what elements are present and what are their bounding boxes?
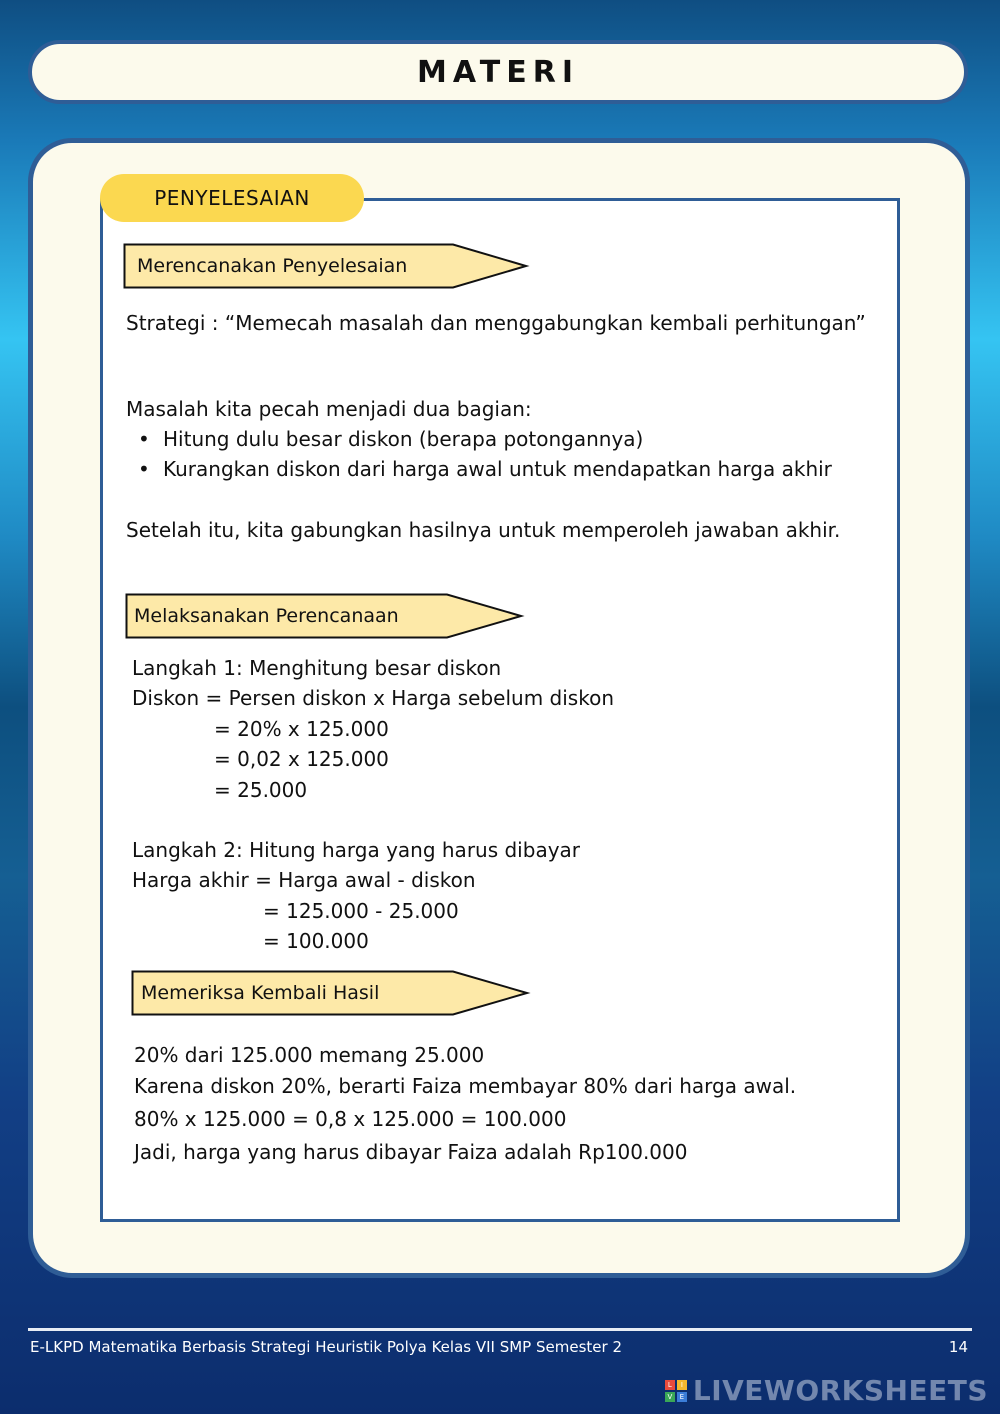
strategy-text: Strategi : “Memecah masalah dan menggabungkan kembali perhitungan”	[126, 311, 866, 335]
tag-memeriksa	[131, 970, 531, 1016]
step2-line: = 125.000 - 25.000	[263, 899, 459, 923]
tag-label: Merencanakan Penyelesaian	[137, 255, 408, 277]
closing-text: Setelah itu, kita gabungkan hasilnya untuk memperoleh jawaban akhir.	[126, 518, 841, 542]
step1-formula: Diskon = Persen diskon x Harga sebelum diskon	[132, 686, 614, 710]
logo-cell: L	[665, 1380, 675, 1390]
footer-divider	[28, 1328, 972, 1331]
logo-cell: V	[665, 1392, 675, 1402]
list-item: • Kurangkan diskon dari harga awal untuk mendapatkan harga akhir	[126, 454, 866, 484]
page-number: 14	[948, 1338, 968, 1356]
check-line: 20% dari 125.000 memang 25.000	[134, 1043, 485, 1067]
step1-line: = 25.000	[214, 778, 308, 802]
section-badge: PENYELESAIAN	[100, 174, 364, 222]
check-line: 80% x 125.000 = 0,8 x 125.000 = 100.000	[134, 1107, 567, 1131]
step2-title: Langkah 2: Hitung harga yang harus dibayar	[132, 838, 581, 862]
logo-cell: I	[677, 1380, 687, 1390]
check-line: Karena diskon 20%, berarti Faiza membayar 80% dari harga awal.	[134, 1074, 797, 1098]
logo-cell: E	[677, 1392, 687, 1402]
step2-line: = 100.000	[263, 929, 369, 953]
step1-title: Langkah 1: Menghitung besar diskon	[132, 656, 502, 680]
page-title: MATERI	[417, 54, 579, 90]
footer-title: E-LKPD Matematika Berbasis Strategi Heuristik Polya Kelas VII SMP Semester 2	[30, 1338, 622, 1356]
tag-melaksanakan	[125, 593, 525, 639]
check-line: Jadi, harga yang harus dibayar Faiza adalah Rp100.000	[134, 1140, 688, 1164]
watermark	[665, 1374, 988, 1407]
step1-line: = 20% x 125.000	[214, 717, 389, 741]
tag-label: Melaksanakan Perencanaan	[134, 605, 399, 627]
tag-merencanakan	[123, 243, 533, 289]
liveworksheets-logo-icon	[665, 1380, 687, 1402]
list-item: • Hitung dulu besar diskon (berapa potongannya)	[126, 424, 866, 454]
bullet-list	[126, 424, 866, 484]
step1-line: = 0,02 x 125.000	[214, 747, 389, 771]
intro-text: Masalah kita pecah menjadi dua bagian:	[126, 397, 532, 421]
watermark-text: LIVEWORKSHEETS	[692, 1374, 988, 1407]
step2-formula: Harga akhir = Harga awal - diskon	[132, 868, 476, 892]
header-bar	[28, 40, 968, 104]
tag-label: Memeriksa Kembali Hasil	[141, 982, 380, 1004]
